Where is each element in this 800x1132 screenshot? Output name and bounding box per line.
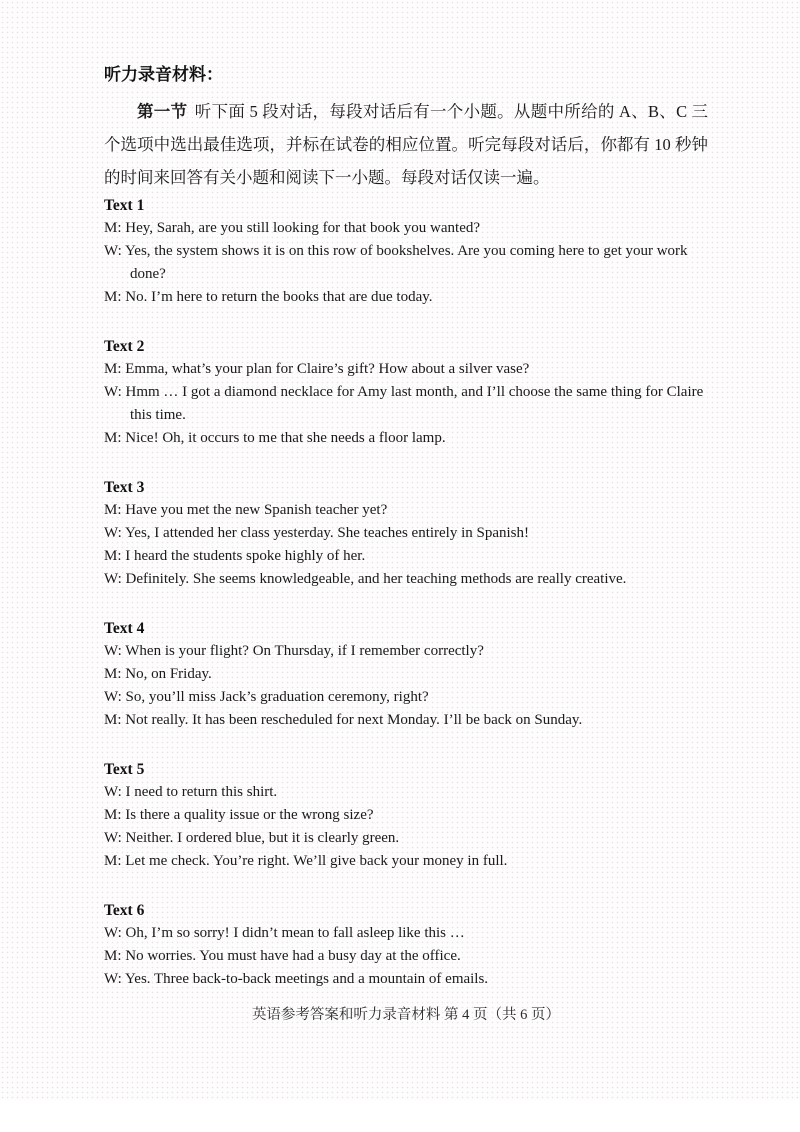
dialogue-line: W: Oh, I’m so sorry! I didn’t mean to fall asleep like this …: [104, 925, 465, 941]
dialogue-line: W: Yes. Three back-to-back meetings and a mountain of emails.: [104, 971, 489, 987]
text-title: Text 3: [104, 479, 145, 496]
page-footer: 英语参考答案和听力录音材料 第 4 页（共 6 页）: [251, 1007, 561, 1023]
text-title: Text 1: [104, 197, 145, 214]
dialogue-line: M: Emma, what’s your plan for Claire’s gift? How about a silver vase?: [104, 361, 530, 377]
dialogue-line: W: Yes, the system shows it is on this row of bookshelves. Are you coming here to get your work done?: [104, 243, 688, 282]
dialogue-line: W: Hmm … I got a diamond necklace for Amy last month, and I’ll choose the same thing for Claire this time.: [104, 384, 704, 423]
dialogue-line: M: Hey, Sarah, are you still looking for that book you wanted?: [104, 220, 481, 236]
section-one-label: 第一节: [137, 102, 188, 121]
dialogue-line: W: Yes, I attended her class yesterday. She teaches entirely in Spanish!: [104, 525, 530, 541]
section-one-instructions: 听下面 5 段对话，每段对话后有一个小题。从题中所给的 A、B、C 三个选项中选出最佳选项，并标在试卷的相应位置。听完每段对话后，你都有 10 秒钟的时间来回答有关小题和阅读下一小题。每段对话仅读一遍。: [104, 102, 709, 187]
dialogue-line: M: Is there a quality issue or the wrong size?: [104, 807, 374, 823]
dialogue-line: W: I need to return this shirt.: [104, 784, 278, 800]
text-block-1: [104, 194, 708, 309]
text-block-5: [104, 758, 708, 873]
dialogue-line: M: I heard the students spoke highly of her.: [104, 548, 366, 564]
dialogue-line: M: Have you met the new Spanish teacher yet?: [104, 502, 388, 518]
dialogue-line: W: Definitely. She seems knowledgeable, and her teaching methods are really creative.: [104, 571, 627, 587]
text-block-3: [104, 476, 708, 591]
dialogue-line: M: No, on Friday.: [104, 666, 212, 682]
text-block-2: [104, 335, 708, 450]
listening-material-heading: 听力录音材料：: [104, 65, 223, 84]
text-title: Text 6: [104, 902, 145, 919]
dialogue-line: M: No worries. You must have had a busy day at the office.: [104, 948, 461, 964]
dialogue-line: M: Let me check. You’re right. We’ll give back your money in full.: [104, 853, 508, 869]
dialogue-line: W: When is your flight? On Thursday, if I remember correctly?: [104, 643, 484, 659]
text-title: Text 2: [104, 338, 145, 355]
dialogue-line: W: Neither. I ordered blue, but it is clearly green.: [104, 830, 400, 846]
dialogue-line: M: No. I’m here to return the books that are due today.: [104, 289, 433, 305]
text-block-6: [104, 899, 708, 991]
text-block-4: [104, 617, 708, 732]
dialogue-line: W: So, you’ll miss Jack’s graduation ceremony, right?: [104, 689, 429, 705]
text-title: Text 5: [104, 761, 145, 778]
section-one-intro: [104, 95, 708, 194]
text-title: Text 4: [104, 620, 145, 637]
dialogue-line: M: Not really. It has been rescheduled for next Monday. I’ll be back on Sunday.: [104, 712, 583, 728]
dialogue-line: M: Nice! Oh, it occurs to me that she needs a floor lamp.: [104, 430, 446, 446]
